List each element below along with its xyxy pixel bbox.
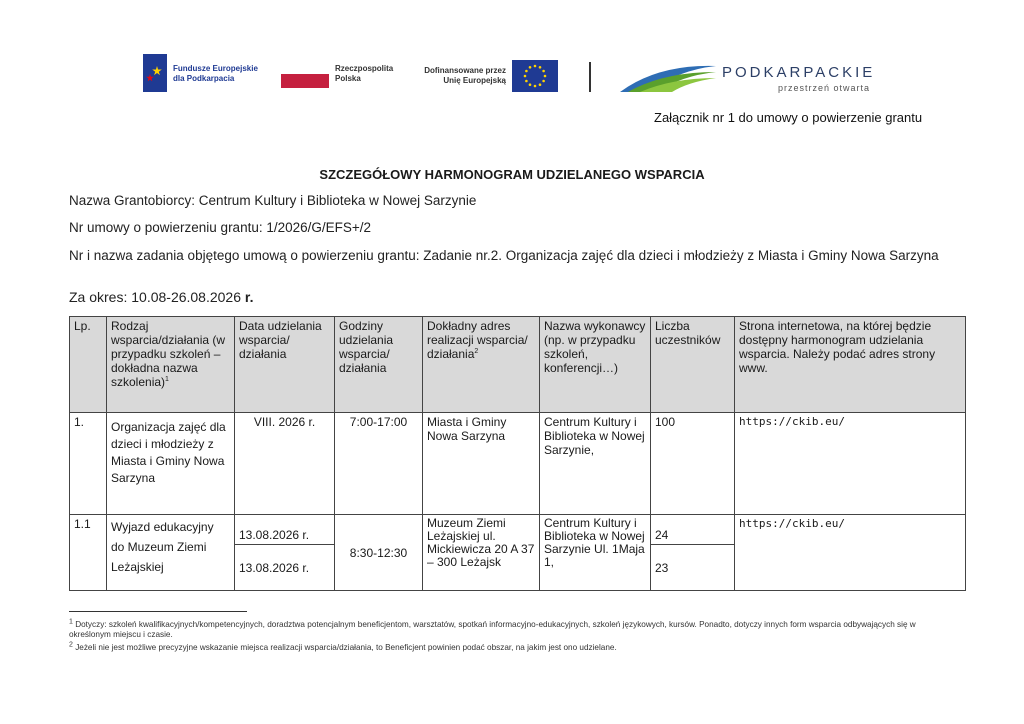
eu-flag-icon: [512, 60, 558, 92]
header-type: Rodzaj wsparcia/działania (w przypadku szkoleń – dokładna nazwa szkolenia)$^1$: [107, 317, 235, 413]
row2-hours: 8:30-12:30: [335, 515, 423, 591]
rzeczpospolita-logo: [281, 62, 401, 92]
podkarpackie-wave-icon: [618, 58, 718, 98]
table-header-row: [70, 317, 966, 413]
podkarpackie-logo: [618, 58, 888, 98]
row2-participants-a: 24: [651, 515, 735, 545]
header-participants: Liczba uczestników: [651, 317, 735, 413]
row1-date: VIII. 2026 r.: [235, 413, 335, 515]
row1-participants: 100: [651, 413, 735, 515]
row2-date-b: 13.08.2026 r.: [235, 545, 335, 591]
logo-divider: [589, 62, 591, 92]
row2-address: Muzeum Ziemi Leżajskiej ul. Mickiewicza 20 A 37 – 300 Leżajsk: [423, 515, 540, 591]
eu-logo-text: Dofinansowane przez Unię Europejską: [424, 66, 506, 85]
row1-hours: 7:00-17:00: [335, 413, 423, 515]
header-address: Dokładny adres realizacji wsparcia/ działania$^2$: [423, 317, 540, 413]
document-title: SZCZEGÓŁOWY HARMONOGRAM UDZIELANEGO WSPARCIA: [319, 167, 705, 182]
row2-date-a: 13.08.2026 r.: [235, 515, 335, 545]
row1-website: https://ckib.eu/: [735, 413, 966, 515]
row2-participants-b: 23: [651, 545, 735, 591]
header-contractor: Nazwa wykonawcy (np. w przypadku szkoleń, konferencji…): [540, 317, 651, 413]
podkarpackie-name: PODKARPACKIE: [722, 64, 876, 81]
podkarpackie-tagline: przestrzeń otwarta: [778, 83, 871, 93]
header-date: Data udzielania wsparcia/ działania: [235, 317, 335, 413]
row2-contractor: Centrum Kultury i Biblioteka w Nowej Sarzynie Ul. 1Maja 1,: [540, 515, 651, 591]
table-row: [70, 413, 966, 515]
fundusze-europejskie-logo: [143, 52, 293, 96]
footnote-1: $^1$ Dotyczy: szkoleń kwalifikacyjnych/kompetencyjnych, doradztwa potencjalnym beneficjentom, warsztatów, spotkań informacyjno-edukacyjnych, szkoleń językowych, kursów. Ponadto, dotyczy innych form wsparcia odbywających się w określonym miejscu i czasie.: [69, 618, 916, 639]
period: [69, 289, 253, 305]
header-hours: Godziny udzielania wsparcia/ działania: [335, 317, 423, 413]
grantee-name: Nazwa Grantobiorcy: Centrum Kultury i Biblioteka w Nowej Sarzynie: [69, 193, 477, 208]
footnote-rule: [69, 611, 247, 612]
footnote-2: $^2$ Jeżeli nie jest możliwe precyzyjne wskazanie miejsca realizacji wsparcia/działania, to Beneficjent powinien podać obszar, na jakim jest ono udzielane.: [69, 641, 617, 652]
task-name: Nr i nazwa zadania objętego umową o powierzeniu grantu: Zadanie nr.2. Organizacja zajęć dla dzieci i młodzieży z Miasta i Gminy Nowa Sarzyna: [69, 248, 939, 263]
header-lp: Lp.: [70, 317, 107, 413]
row1-type: Organizacja zajęć dla dzieci i młodzieży z Miasta i Gminy Nowa Sarzyna: [107, 413, 235, 515]
rp-logo-text: Rzeczpospolita Polska: [335, 64, 394, 83]
poland-flag-red-band: [281, 74, 329, 88]
row2-type: Wyjazd edukacyjny do Muzeum Ziemi Leżajskiej: [107, 515, 235, 591]
fe-logo-text: Fundusze Europejskie dla Podkarpacia: [173, 64, 258, 83]
annex-label: Załącznik nr 1 do umowy o powierzenie grantu: [654, 110, 923, 125]
period-suffix: r.: [244, 289, 254, 305]
row1-address: Miasta i Gminy Nowa Sarzyna: [423, 413, 540, 515]
header-website: Strona internetowa, na której będzie dostępny harmonogram udzielania wsparcia. Należy podać adres strony www.: [735, 317, 966, 413]
row1-contractor: Centrum Kultury i Biblioteka w Nowej Sarzynie,: [540, 413, 651, 515]
eu-cofinancing-logo: [412, 60, 562, 94]
row1-lp: 1.: [70, 413, 107, 515]
poland-flag-icon: [281, 62, 329, 74]
agreement-number: Nr umowy o powierzeniu grantu: 1/2026/G/EFS+/2: [69, 220, 372, 235]
row2-website: https://ckib.eu/: [735, 515, 966, 591]
row2-lp: 1.1: [70, 515, 107, 591]
schedule-table: [69, 316, 966, 591]
table-row: [70, 515, 966, 545]
period-label: Za okres: 10.08-26.08.2026: [69, 289, 242, 305]
